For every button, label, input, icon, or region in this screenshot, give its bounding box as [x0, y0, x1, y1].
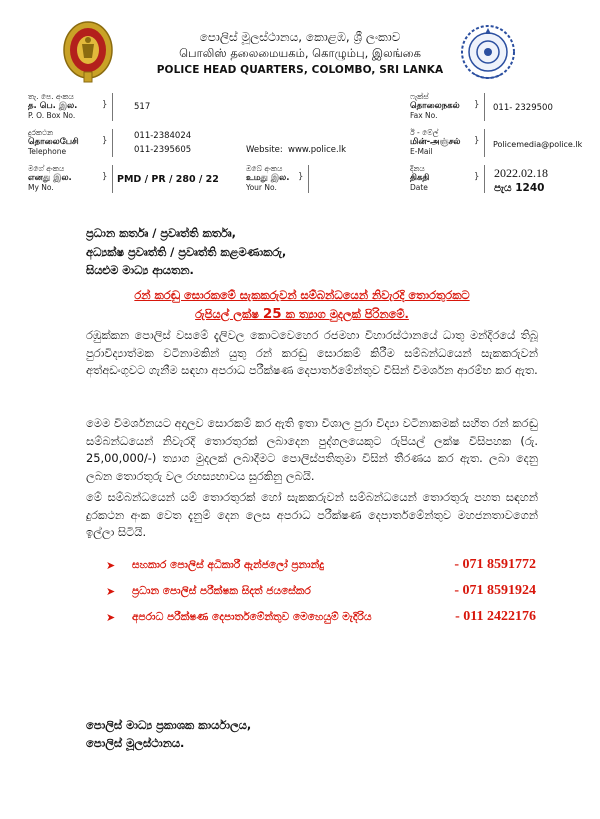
signoff-line: පොලිස් මූලස්ථානය.: [86, 735, 185, 750]
telephone-value-2: 011-2395605: [134, 145, 192, 155]
contact-phone: - 071 8591924: [454, 583, 536, 598]
telephone-label: දුරකථන தொலைபேசி Telephone: [28, 128, 79, 156]
sri-lanka-emblem-icon: [62, 20, 114, 84]
website-value: www.police.lk: [288, 145, 346, 155]
addressee-line: අධ්‍යක්ෂ ප්‍රවෘත්ති / ප්‍රවෘත්ති කළමණාකරු,: [86, 244, 287, 259]
date-label: දිනය திகதி Date: [410, 164, 430, 192]
contact-phone: - 011 2422176: [455, 609, 536, 624]
signoff-line: පොලිස් මාධ්‍ය ප්‍රකාශක කාර්යාලය,: [86, 718, 252, 732]
contact-row: [106, 611, 536, 631]
date-value: 2022.02.18: [494, 166, 548, 180]
title-tamil: பொலிஸ் தலைமையகம், கொழும்பு, இலங்கை: [179, 46, 421, 60]
telephone-value-1: 011-2384024: [134, 131, 192, 141]
contact-row: [106, 559, 536, 579]
contact-name: සහකාර පොලිස් අධිකාරී ඇන්ජලෝ ප්‍රනාන්දු: [132, 559, 324, 571]
arrow-bullet-icon: ➤: [106, 611, 116, 624]
po-box-value: 517: [134, 102, 151, 112]
title-sinhala: පොලිස් මූලස්ථානය, කොළඹ, ශ්‍රී ලංකාව: [199, 30, 401, 44]
fax-label: ෆැක්ස් தொலைநகல் Fax No.: [410, 92, 460, 120]
arrow-bullet-icon: ➤: [106, 559, 116, 572]
contact-name: අපරාධ පරීක්ෂණ දෙපාර්තමේන්තුව මෙහෙයුම් මැදිරිය: [132, 611, 372, 623]
title-english: POLICE HEAD QUARTERS, COLOMBO, SRI LANKA: [156, 64, 444, 76]
my-no-label: මගේ අංකය எனது இல. My No.: [28, 164, 72, 192]
addressee-list: [86, 224, 286, 280]
signoff: [86, 717, 251, 752]
addressee-line: සියළුම මාධ්‍ය ආයතන.: [86, 263, 194, 278]
email-label: ඊ - මේල් மின்-அஞ்சல் E-Mail: [410, 128, 461, 156]
arrow-bullet-icon: ➤: [106, 585, 116, 598]
your-no-label: ඔබේ අංකය உமது இல. Your No.: [246, 164, 290, 192]
my-no-value: PMD / PR / 280 / 22: [117, 174, 219, 185]
contact-row: [106, 585, 536, 605]
contact-name: ප්‍රධාන පොලිස් පරීක්ෂක සිදත් ජයසේකර: [132, 585, 311, 597]
addressee-line: ප්‍රධාන කර්තෘ / ප්‍රවෘත්ති කර්තෘ,: [86, 226, 236, 240]
headline: [96, 286, 508, 323]
website-label: Website:: [246, 145, 283, 155]
fax-value: 011- 2329500: [493, 103, 553, 113]
date-id: පැය 1240: [494, 182, 545, 194]
headline-line-2: රුපියල් ලක්ෂ 25 ක ත්‍යාග මුදලක් පිරිනමේ.: [195, 305, 409, 322]
body-paragraph-2: මෙම විමර්ශනයට අදාලව සොරකම් කර ඇති ඉතා විශාල පුරා විද්‍යා වටිනාකමක් සහිත රන් කරඬු සම්බන්ධයෙන් නිවැරදි තොරතුරක් ලබාදෙන පුද්ගලයෙකුට රුපියල් ලක්ෂ විසිපහක (රු. 25,00,000/-) ත්‍යාග මුදලක් ලබාදීමට පොලිස්පතිතුමා විසින් තීරණය කර ඇත. ලබා දෙනු ලබන තොරතුරු වල රහස්‍යභාවය සුරකිනු ලබයි.: [86, 416, 538, 483]
po-box-label: තැ. පෙ. අංකය த. பெ. இல. P. O. Box No.: [28, 92, 78, 120]
body-paragraph-3: මේ සම්බන්ධයෙන් යම් තොරතුරක් හෝ සැකකරුවන් සම්බන්ධයෙන් තොරතුරු පහත සඳහන් දුරකථන අංක වෙත දැනුම් දෙන ලෙස අපරාධ පරීක්ෂණ දෙපාර්තමේන්තුව මහජනතාවගෙන් ඉල්ලා සිටියි.: [86, 490, 538, 540]
contact-phone: - 071 8591772: [454, 557, 536, 572]
headline-line-1: රන් කරඬු සොරකමේ සැකකරුවන් සම්බන්ධයෙන් නිවැරදි තොරතුරකට: [134, 288, 470, 302]
email-value: Policemedia@police.lk: [493, 140, 583, 149]
body-paragraph-1: රඹුක්කන පොලිස් වසමේ දැලිවල කොටවෙහෙර රජමහා විහාරස්ථානයේ ධාතු මන්දිරයේ තිබූ පුරාවිද්‍යාත්මක වටිනාමකින් යුතු රන් කරඬු සොරකම් කිරීම සම්බන්ධයෙන් සැකකරුවන් අත්අඩංගුවට ගැනීම සඳහා අපරාධ පරීක්ෂණ දෙපාර්තමේන්තුව විසින් විමර්ශන ආරම්භ කර ඇත.: [86, 328, 538, 378]
